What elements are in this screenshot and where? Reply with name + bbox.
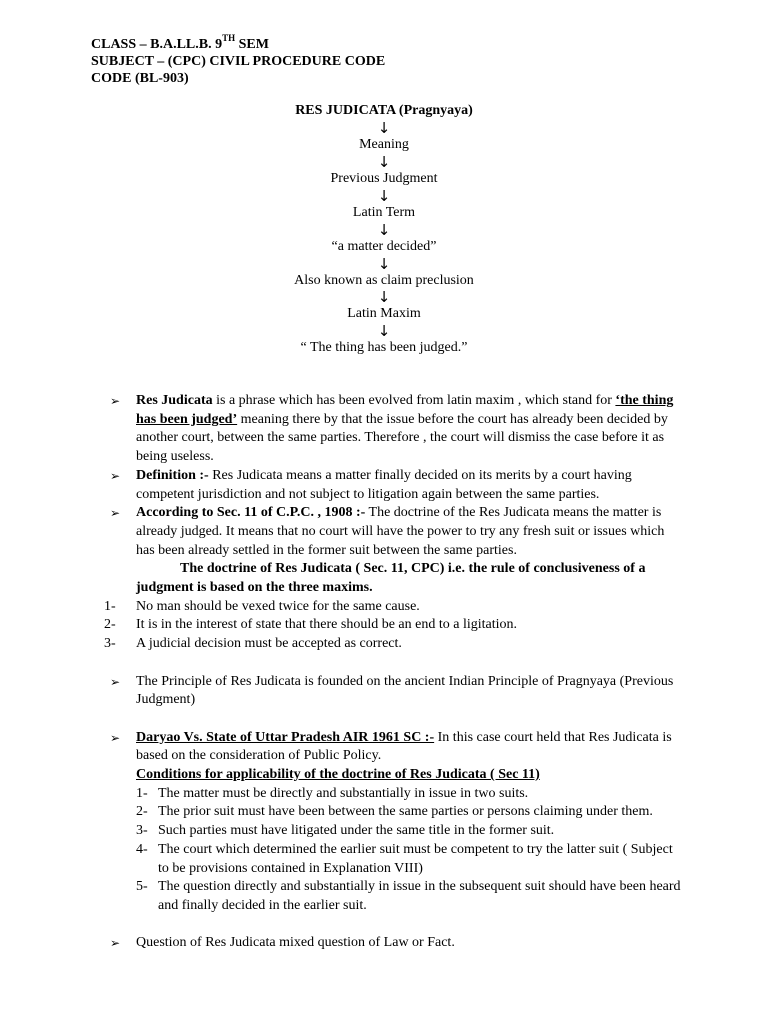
bullet-principle: ➢ The Principle of Res Judicata is founded on the ancient Indian Principle of Pragnyaya (Previous Judgment) bbox=[110, 673, 674, 708]
subject-line: SUBJECT – (CPC) CIVIL PROCEDURE CODE bbox=[91, 54, 386, 69]
maxims-heading: The doctrine of Res Judicata ( Sec. 11, CPC) i.e. the rule of conclusiveness of a judgment is based on the three maxims. bbox=[136, 561, 646, 596]
document-body bbox=[104, 392, 685, 953]
down-arrow-icon: ↓ bbox=[377, 322, 391, 341]
bullet-res-judicata: ➢ Res Judicata is a phrase which has been evolved from latin maxim , which stand for ‘the thing has been judged’ meaning there by that the issue before the court has already been decided by another court, between the same parties. Therefore , the court will dismiss the case before it as being useless. bbox=[110, 393, 674, 465]
down-arrow-icon: ↓ bbox=[377, 220, 391, 239]
condition-item: 5- The question directly and substantially in issue in the subsequent suit should have been heard and finally decided in the earlier suit. bbox=[136, 879, 681, 913]
maxim-item: 2- It is in the interest of state that there should be an end to a ligitation. bbox=[104, 617, 518, 633]
down-arrow-icon: ↓ bbox=[377, 288, 391, 307]
flowchart-step: Latin Maxim bbox=[347, 306, 421, 322]
bullet-arrow-icon: ➢ bbox=[110, 674, 121, 689]
flowchart-step: Latin Term bbox=[352, 204, 416, 220]
flowchart-title: RES JUDICATA (Pragnyaya) bbox=[295, 103, 473, 118]
bullet-definition: ➢ Definition :- Res Judicata means a matter finally decided on its merits by a court having competent jurisdiction and not subject to litigation again between the same parties. bbox=[110, 467, 632, 502]
bullet-arrow-icon: ➢ bbox=[110, 394, 121, 408]
flowchart bbox=[184, 103, 584, 357]
maxim-item: 3- A judicial decision must be accepted as correct. bbox=[104, 636, 402, 652]
bullet-daryao-case: ➢ Daryao Vs. State of Uttar Pradesh AIR 1961 SC :- In this case court held that Res Judicata is based on the consideration of Public Policy. bbox=[110, 729, 672, 764]
flowchart-step: Meaning bbox=[359, 136, 409, 152]
flowchart-step: “a matter decided” bbox=[331, 238, 437, 254]
maxim-item: 1- No man should be vexed twice for the same cause. bbox=[104, 598, 420, 614]
flowchart-step: Also known as claim preclusion bbox=[294, 272, 474, 288]
condition-item: 2- The prior suit must have been between the same parties or persons claiming under them. bbox=[136, 804, 653, 820]
condition-item: 4- The court which determined the earlier suit must be competent to try the latter suit ( Subject to be provisions contained in Explanation VIII) bbox=[136, 841, 673, 876]
bullet-arrow-icon: ➢ bbox=[110, 730, 121, 745]
flowchart-step: Previous Judgment bbox=[330, 170, 438, 186]
code-line: CODE (BL-903) bbox=[91, 71, 189, 86]
bullet-arrow-icon: ➢ bbox=[110, 506, 121, 521]
condition-item: 1- The matter must be directly and substantially in issue in two suits. bbox=[136, 785, 529, 801]
down-arrow-icon: ↓ bbox=[377, 152, 391, 171]
condition-item: 3- Such parties must have litigated under the same title in the former suit. bbox=[136, 823, 555, 839]
down-arrow-icon: ↓ bbox=[377, 118, 391, 137]
down-arrow-icon: ↓ bbox=[377, 186, 391, 205]
bullet-arrow-icon: ➢ bbox=[110, 936, 121, 951]
conditions-heading: Conditions for applicability of the doctrine of Res Judicata ( Sec 11) bbox=[136, 767, 540, 783]
flowchart-step: “ The thing has been judged.” bbox=[300, 340, 468, 356]
bullet-arrow-icon: ➢ bbox=[110, 468, 121, 483]
bullet-section-11: ➢ According to Sec. 11 of C.P.C. , 1908 :- The doctrine of the Res Judicata means the matter is already judged. It means that no court will have the power to try any fresh suit or issues which has been already settled in the former suit between the same parties. bbox=[110, 505, 665, 558]
document-header bbox=[91, 33, 386, 87]
down-arrow-icon: ↓ bbox=[377, 254, 391, 273]
class-line: CLASS – B.A.LL.B. 9TH SEM bbox=[91, 33, 269, 52]
bullet-mixed-question: ➢ Question of Res Judicata mixed question of Law or Fact. bbox=[110, 934, 685, 953]
